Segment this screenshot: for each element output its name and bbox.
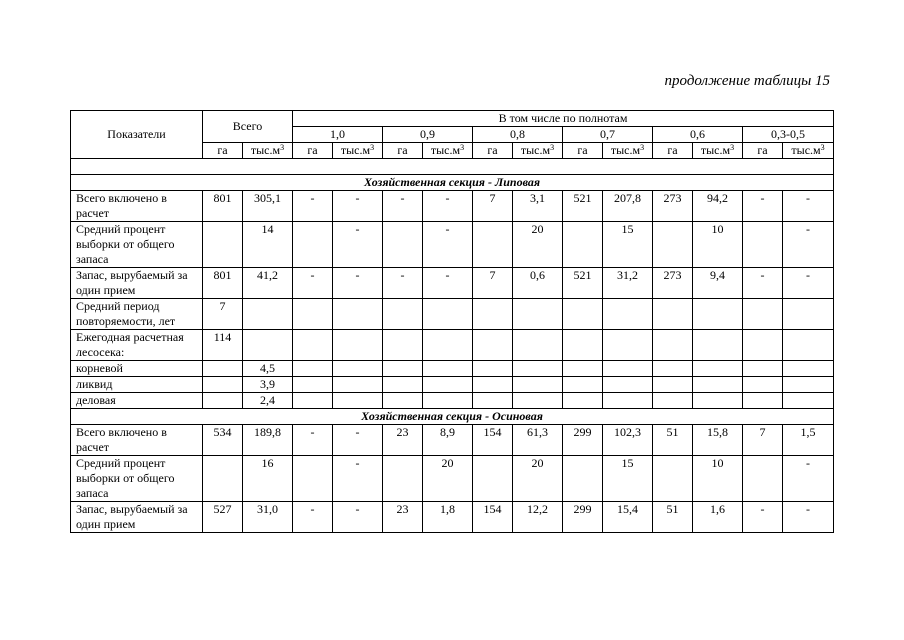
table-cell [563, 377, 603, 393]
unit-volume-exponent: 3 [460, 143, 465, 152]
table-cell: 3,1 [513, 191, 563, 222]
table-row [71, 393, 834, 409]
table-cell: - [383, 191, 423, 222]
table-cell [473, 456, 513, 502]
table-cell [693, 377, 743, 393]
table-cell [743, 299, 783, 330]
unit-ha-cell: га [293, 143, 333, 159]
header-density: 0,7 [563, 127, 653, 143]
table-cell [293, 361, 333, 377]
table-cell [383, 299, 423, 330]
header-indicators: Показатели [71, 111, 203, 159]
table-cell [383, 393, 423, 409]
table-cell [473, 361, 513, 377]
table-cell [293, 393, 333, 409]
table-cell: - [333, 456, 383, 502]
table-cell [603, 299, 653, 330]
table-cell [203, 377, 243, 393]
unit-volume-cell [513, 143, 563, 159]
table-cell [563, 299, 603, 330]
table-cell [383, 456, 423, 502]
table-cell: - [743, 191, 783, 222]
table-cell [473, 299, 513, 330]
table-cell [293, 456, 333, 502]
table-cell [653, 456, 693, 502]
table-row [71, 361, 834, 377]
section-title: Хозяйственная секция - Липовая [71, 175, 834, 191]
table-cell: 41,2 [243, 268, 293, 299]
header-density: 0,6 [653, 127, 743, 143]
table-row [71, 425, 834, 456]
table-cell: 10 [693, 222, 743, 268]
table-cell [783, 393, 834, 409]
table-cell: 15,8 [693, 425, 743, 456]
unit-volume-exponent: 3 [550, 143, 555, 152]
table-cell [513, 299, 563, 330]
table-cell: 9,4 [693, 268, 743, 299]
table-cell [203, 222, 243, 268]
table-cell [743, 330, 783, 361]
row-label: Запас, вырубаемый за один прием [71, 268, 203, 299]
unit-volume-text: тыс.м [430, 143, 461, 157]
table-cell: 801 [203, 191, 243, 222]
table-cell: 273 [653, 191, 693, 222]
table-cell [293, 222, 333, 268]
unit-ha-cell: га [563, 143, 603, 159]
table-cell: - [783, 456, 834, 502]
table-cell [603, 377, 653, 393]
unit-volume-text: тыс.м [700, 143, 731, 157]
unit-ha-cell: га [203, 143, 243, 159]
table-cell [243, 299, 293, 330]
table-cell: - [383, 268, 423, 299]
table-cell: - [743, 502, 783, 533]
table-cell [423, 330, 473, 361]
table-cell: 7 [473, 191, 513, 222]
table-cell [653, 330, 693, 361]
table-cell [473, 377, 513, 393]
table-cell: 114 [203, 330, 243, 361]
table-cell [423, 361, 473, 377]
table-cell: 1,8 [423, 502, 473, 533]
table-cell: 20 [423, 456, 473, 502]
unit-volume-text: тыс.м [340, 143, 371, 157]
table-cell [693, 330, 743, 361]
table-row [71, 377, 834, 393]
table-cell: 31,2 [603, 268, 653, 299]
table-cell [293, 377, 333, 393]
table-cell: - [293, 268, 333, 299]
table-cell [743, 377, 783, 393]
table-cell: - [293, 191, 333, 222]
unit-volume-cell [333, 143, 383, 159]
table-cell: - [743, 268, 783, 299]
unit-ha-cell: га [653, 143, 693, 159]
table-cell: 1,6 [693, 502, 743, 533]
table-cell [563, 330, 603, 361]
table-cell [333, 299, 383, 330]
table-cell [383, 361, 423, 377]
table-cell: 0,6 [513, 268, 563, 299]
table-cell: 4,5 [243, 361, 293, 377]
table-cell: - [333, 502, 383, 533]
table-cell: - [333, 425, 383, 456]
table-cell: - [423, 268, 473, 299]
table-cell [653, 377, 693, 393]
table-cell [653, 393, 693, 409]
table-cell: 12,2 [513, 502, 563, 533]
table-cell: 534 [203, 425, 243, 456]
unit-volume-text: тыс.м [610, 143, 641, 157]
unit-volume-exponent: 3 [280, 143, 285, 152]
table-cell [693, 393, 743, 409]
table-cell [783, 299, 834, 330]
table-body [71, 111, 834, 533]
table-caption: продолжение таблицы 15 [664, 73, 830, 89]
table-cell: 23 [383, 502, 423, 533]
section-title: Хозяйственная секция - Осиновая [71, 409, 834, 425]
unit-volume-cell [783, 143, 834, 159]
row-label: Средний процент выборки от общего запаса [71, 456, 203, 502]
table-cell: 299 [563, 502, 603, 533]
table-cell: 51 [653, 502, 693, 533]
table-cell [333, 330, 383, 361]
row-label: Ежегодная расчетная лесосека: [71, 330, 203, 361]
table-cell: 23 [383, 425, 423, 456]
table-cell [563, 361, 603, 377]
table-cell: 527 [203, 502, 243, 533]
table-cell [563, 222, 603, 268]
unit-volume-exponent: 3 [820, 143, 825, 152]
table-cell [383, 330, 423, 361]
table-cell [693, 299, 743, 330]
table-cell [383, 222, 423, 268]
table-cell [743, 361, 783, 377]
table-cell [203, 361, 243, 377]
spacer-row [71, 159, 834, 175]
table-cell: - [333, 268, 383, 299]
table-cell [513, 393, 563, 409]
table-cell: 1,5 [783, 425, 834, 456]
header-density: 0,8 [473, 127, 563, 143]
row-label: ликвид [71, 377, 203, 393]
table-cell: 15 [603, 456, 653, 502]
unit-volume-cell [603, 143, 653, 159]
table-cell: - [783, 502, 834, 533]
table-cell [653, 361, 693, 377]
table-cell [383, 377, 423, 393]
table-cell: 2,4 [243, 393, 293, 409]
table-cell: 801 [203, 268, 243, 299]
table-cell: 7 [203, 299, 243, 330]
header-density: 0,3-0,5 [743, 127, 834, 143]
table-cell: 61,3 [513, 425, 563, 456]
table-cell: 273 [653, 268, 693, 299]
table-cell: 154 [473, 502, 513, 533]
table-cell [473, 222, 513, 268]
row-label: Запас, вырубаемый за один прием [71, 502, 203, 533]
table-row [71, 330, 834, 361]
table-cell [513, 361, 563, 377]
table-cell [423, 393, 473, 409]
header-including: В том числе по полнотам [293, 111, 834, 127]
table-cell: - [783, 268, 834, 299]
table-cell: 94,2 [693, 191, 743, 222]
table-cell [293, 330, 333, 361]
row-label: корневой [71, 361, 203, 377]
row-label: деловая [71, 393, 203, 409]
header-density: 1,0 [293, 127, 383, 143]
table-cell [513, 377, 563, 393]
table-cell [653, 222, 693, 268]
forest-table [70, 110, 834, 533]
unit-volume-cell [243, 143, 293, 159]
unit-ha-cell: га [743, 143, 783, 159]
unit-volume-cell [423, 143, 473, 159]
spacer-cell [71, 159, 834, 175]
table-cell [243, 330, 293, 361]
table-cell [333, 393, 383, 409]
table-cell [743, 456, 783, 502]
table-cell: - [333, 222, 383, 268]
unit-volume-cell [693, 143, 743, 159]
table-cell: 16 [243, 456, 293, 502]
table-cell: 20 [513, 456, 563, 502]
table-cell [743, 222, 783, 268]
table-row [71, 268, 834, 299]
unit-ha-cell: га [383, 143, 423, 159]
table-cell [563, 456, 603, 502]
section-row [71, 409, 834, 425]
row-label: Всего включено в расчет [71, 425, 203, 456]
table-cell: - [333, 191, 383, 222]
table-cell [333, 361, 383, 377]
section-row [71, 175, 834, 191]
unit-volume-exponent: 3 [640, 143, 645, 152]
row-label: Всего включено в расчет [71, 191, 203, 222]
table-cell: 154 [473, 425, 513, 456]
table-cell [423, 377, 473, 393]
table-cell: 207,8 [603, 191, 653, 222]
table-cell: 7 [743, 425, 783, 456]
table-cell: 102,3 [603, 425, 653, 456]
table-cell: - [783, 191, 834, 222]
table-cell [783, 330, 834, 361]
header-total: Всего [203, 111, 293, 143]
table-cell: - [293, 502, 333, 533]
table-cell [603, 361, 653, 377]
table-row [71, 456, 834, 502]
table-cell: 15 [603, 222, 653, 268]
unit-volume-exponent: 3 [370, 143, 375, 152]
table-cell [693, 361, 743, 377]
table-cell: 3,9 [243, 377, 293, 393]
table-row [71, 222, 834, 268]
table-cell [333, 377, 383, 393]
table-row [71, 502, 834, 533]
table-cell [603, 330, 653, 361]
table-cell: 20 [513, 222, 563, 268]
table-cell: 189,8 [243, 425, 293, 456]
table-cell: 305,1 [243, 191, 293, 222]
table-cell: 8,9 [423, 425, 473, 456]
table-cell [513, 330, 563, 361]
unit-volume-text: тыс.м [791, 143, 821, 157]
table-cell [203, 393, 243, 409]
table-cell [743, 393, 783, 409]
unit-ha-cell: га [473, 143, 513, 159]
table-row [71, 191, 834, 222]
table-cell: 51 [653, 425, 693, 456]
table-row [71, 299, 834, 330]
table-cell: - [783, 222, 834, 268]
table-cell [293, 299, 333, 330]
table-cell [783, 377, 834, 393]
table-cell: 7 [473, 268, 513, 299]
table-cell [603, 393, 653, 409]
table-cell: 31,0 [243, 502, 293, 533]
unit-volume-exponent: 3 [730, 143, 735, 152]
row-label: Средний процент выборки от общего запаса [71, 222, 203, 268]
table-cell [653, 299, 693, 330]
table-cell: - [293, 425, 333, 456]
unit-volume-text: тыс.м [250, 143, 281, 157]
table-cell: - [423, 191, 473, 222]
table-cell: 521 [563, 191, 603, 222]
unit-volume-text: тыс.м [520, 143, 551, 157]
table-cell: 299 [563, 425, 603, 456]
table-cell: 14 [243, 222, 293, 268]
table-cell: 10 [693, 456, 743, 502]
row-label: Средний период повторяемости, лет [71, 299, 203, 330]
table-cell: 15,4 [603, 502, 653, 533]
table-cell: - [423, 222, 473, 268]
table-cell [783, 361, 834, 377]
table-cell: 521 [563, 268, 603, 299]
table-cell [473, 330, 513, 361]
table-cell [473, 393, 513, 409]
header-density: 0,9 [383, 127, 473, 143]
table-cell [423, 299, 473, 330]
table-cell [563, 393, 603, 409]
table-cell [203, 456, 243, 502]
